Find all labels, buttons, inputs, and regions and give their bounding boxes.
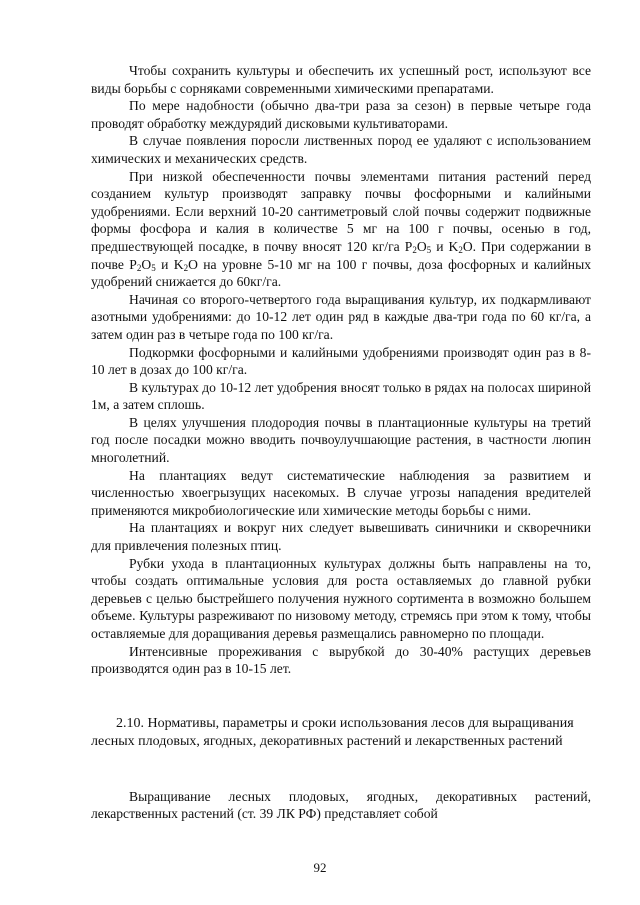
paragraph-bird-houses: На плантациях и вокруг них следует вывешивать синичники и скворечники для привлечения полезных птиц. [91, 520, 591, 554]
subscript: 5 [151, 262, 156, 273]
paragraph-pk-feeding: Подкормки фосфорными и калийными удобрениями производят один раз в 8-10 лет в дозах до 100 кг/га. [91, 344, 591, 378]
paragraph-weed-control: Чтобы сохранить культуры и обеспечить их успешный рост, используют все виды борьбы с сорняками современными химическими препаратами. [91, 63, 591, 96]
subscript: 2 [412, 244, 417, 255]
subscript: 2 [183, 262, 189, 273]
text-run: При низкой обеспеченности почвы элементами питания растений перед созданием культур производят заправку почвы фосфорными и калийными удобрениями. Если верхний 10-20 сантиметровый слой почвы содержит подвижные формы фосфора и калия в количестве 5 мг на 100 г почвы, осенью в год, предшествующей посадке, в почву вносят 120 кг/га P [91, 168, 591, 254]
subscript: 2 [458, 244, 463, 255]
paragraph-insect-monitoring: На плантациях ведут систематические наблюдения за развитием и численностью хвоегрызущих насекомых. В случае угрозы нападения вредителей применяются микробиологические или химические методы борьбы с ними. [91, 467, 591, 518]
paragraph-thinning: Рубки ухода в плантационных культурах должны быть направлены на то, чтобы создать оптимальные условия для роста оставляемых до главной рубки деревьев с целью быстрейшего получения нужного сортимента в возможно большем объеме. Культуры разреживают по низовому методу, стремясь при этом к тому, чтобы оставляемые для доращивания деревья размещались равномерно по площади. [91, 555, 591, 641]
paragraph-deciduous-removal: В случае появления поросли лиственных пород ее удаляют с использованием химических и механических средств. [91, 133, 591, 166]
paragraph-strip-fertilizing: В культурах до 10-12 лет удобрения вносят только в рядах на полосах шириной 1м, а затем сплошь. [91, 379, 591, 413]
text-run: O на уровне 5-10 мг на 100 г почвы, доза фосфорных и калийных удобрений снижается до 60кг/га. [91, 256, 591, 290]
text-run: O [141, 256, 152, 272]
text-run: и K [155, 256, 184, 272]
text-run: O. При содержании в почве P [91, 238, 591, 272]
subscript: 5 [426, 244, 432, 255]
text-run: и K [431, 238, 459, 254]
paragraph-nitrogen-feeding: Начиная со второго-четвертого года выращивания культур, их подкармливают азотными удобрениями: до 10-12 лет один ряд в каждые два-три года по 60 кг/га, а затем один раз в четыре года по 100 кг/га. [91, 291, 591, 342]
section-heading: 2.10. Нормативы, параметры и сроки использования лесов для выращивания лесных плодовых, ягодных, декоративных растений и лекарственных растений [91, 715, 574, 749]
document-page [91, 62, 591, 823]
paragraph-cultivation: По мере надобности (обычно два-три раза за сезон) в первые четыре года проводят обработку междурядий дисковыми культиваторами. [91, 98, 591, 131]
subscript: 2 [136, 262, 142, 273]
paragraph-soil-improving-plants: В целях улучшения плодородия почвы в плантационные культуры на третий год после посадки можно вводить почвоулучшающие растения, в частности люпин многолетний. [91, 414, 591, 466]
paragraph-intensive-thinning: Интенсивные прореживания с вырубкой до 30-40% растущих деревьев производятся один раз в 10-15 лет. [91, 643, 591, 677]
page-number: 92 [313, 860, 327, 875]
paragraph-fertilization [91, 168, 591, 291]
text-run: O [416, 238, 427, 254]
paragraph-section-intro: Выращивание лесных плодовых, ягодных, декоративных растений, лекарственных растений (ст. 39 ЛК РФ) представляет собой [91, 788, 591, 822]
